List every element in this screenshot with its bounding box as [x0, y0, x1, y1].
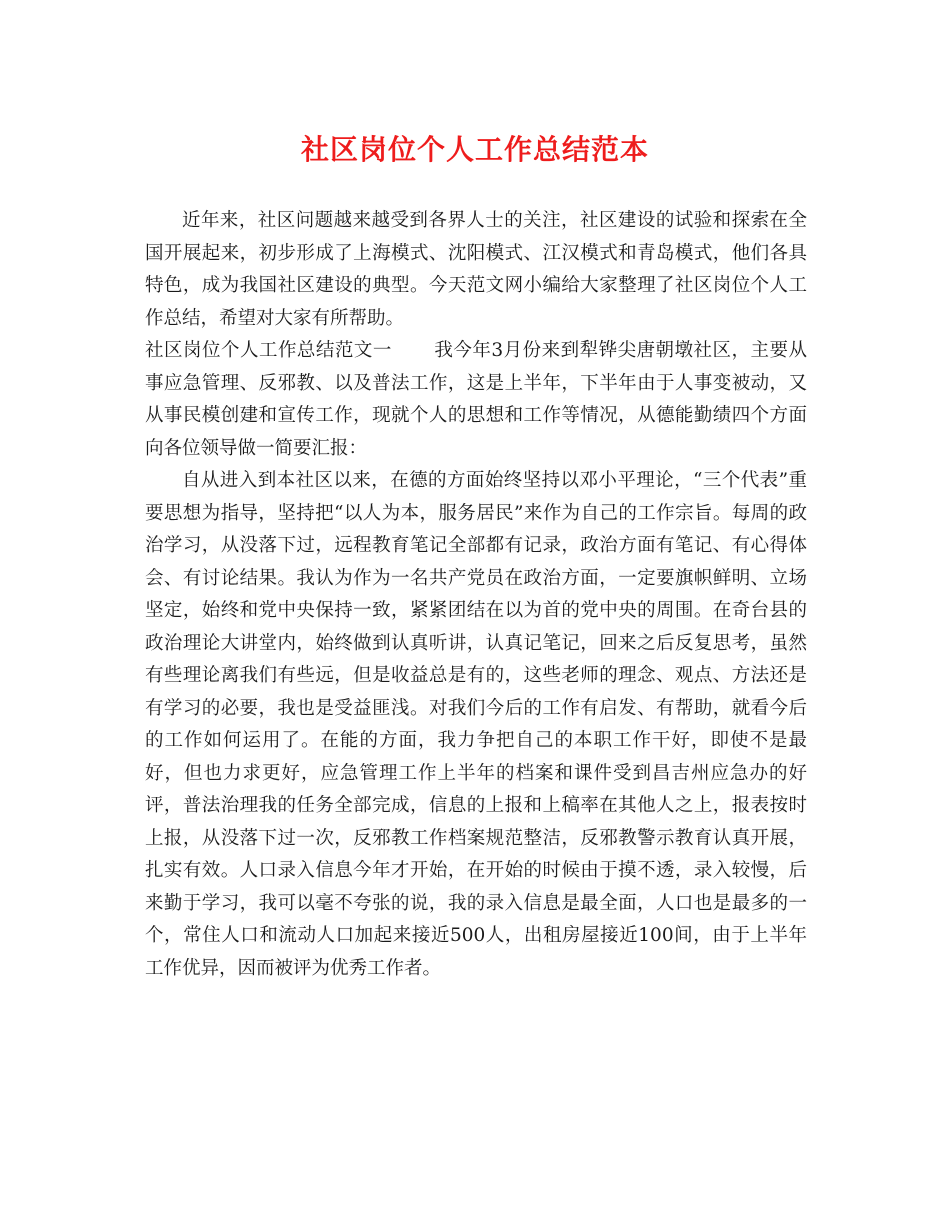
- section-heading: 社区岗位个人工作总结范文一: [145, 340, 392, 361]
- intro-paragraph: 近年来，社区问题越来越受到各界人士的关注，社区建设的试验和探索在全国开展起来，初步形成了上海模式、沈阳模式、江汉模式和青岛模式，他们各具特色，成为我国社区建设的典型。今天范文网小编给大家整理了社区岗位个人工作总结，希望对大家有所帮助。: [145, 210, 807, 329]
- document-body: [145, 205, 807, 985]
- document-title: 社区岗位个人工作总结范本: [300, 133, 649, 166]
- section-paragraph: [145, 335, 807, 465]
- section-text: 我今年3月份来到犁铧尖唐朝墩社区，主要从事应急管理、反邪教、以及普法工作，这是上半年，下半年由于人事变被动，又从事民模创建和宣传工作，现就个人的思想和工作等情况，从德能勤绩四个方面向各位领导做一简要汇报：: [145, 340, 807, 459]
- main-paragraph: 自从进入到本社区以来，在德的方面始终坚持以邓小平理论，“三个代表”重要思想为指导，坚持把“以人为本，服务居民”来作为自己的工作宗旨。每周的政治学习，从没落下过，远程教育笔记全部都有记录，政治方面有笔记、有心得体会、有讨论结果。我认为作为一名共产党员在政治方面，一定要旗帜鲜明、立场坚定，始终和党中央保持一致，紧紧团结在以为首的党中央的周围。在奇台县的政治理论大讲堂内，始终做到认真听讲，认真记笔记，回来之后反复思考，虽然有些理论离我们有些远，但是收益总是有的，这些老师的理念、观点、方法还是有学习的必要，我也是受益匪浅。对我们今后的工作有启发、有帮助，就看今后的工作如何运用了。在能的方面，我力争把自己的本职工作干好，即使不是最好，但也力求更好，应急管理工作上半年的档案和课件受到昌吉州应急办的好评，普法治理我的任务全部完成，信息的上报和上稿率在其他人之上，报表按时上报，从没落下过一次，反邪教工作档案规范整洁，反邪教警示教育认真开展，扎实有效。人口录入信息今年才开始，在开始的时候由于摸不透，录入较慢，后来勤于学习，我可以毫不夸张的说，我的录入信息是最全面，人口也是最多的一个，常住人口和流动人口加起来接近500人，出租房屋接近100间，由于上半年工作优异，因而被评为优秀工作者。: [145, 470, 807, 979]
